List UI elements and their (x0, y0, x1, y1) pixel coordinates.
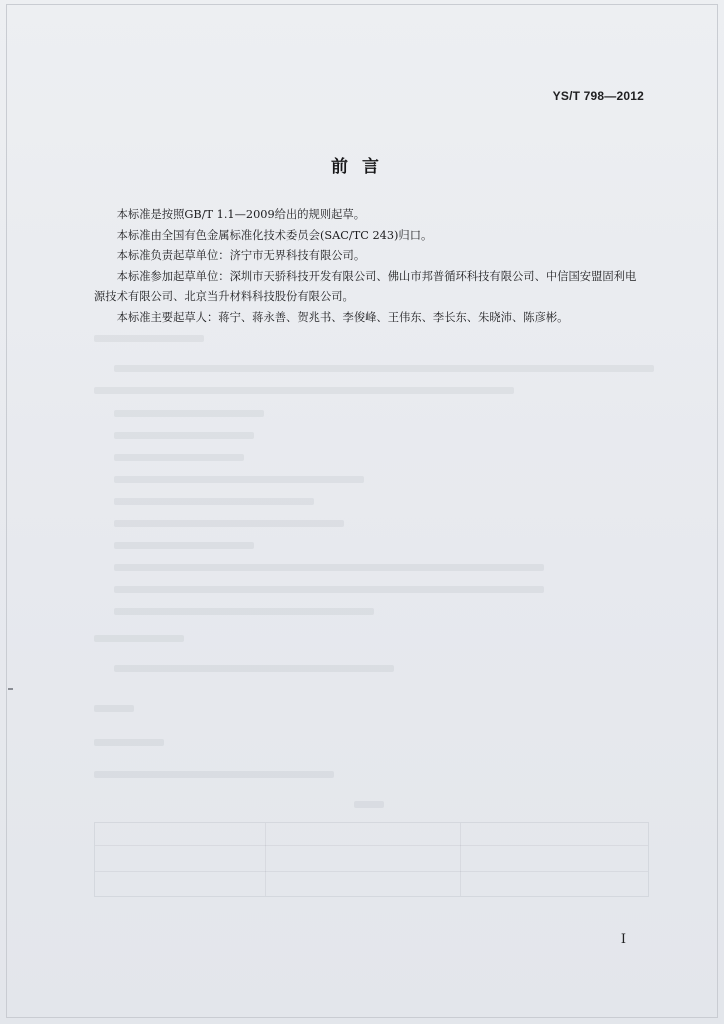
foreword-heading: 前言 (331, 157, 393, 177)
binding-mark (8, 688, 13, 690)
standard-number: YS/T 798—2012 (552, 89, 644, 103)
foreword-paragraph: 本标准负责起草单位：济宁市无界科技有限公司。 (116, 249, 366, 263)
foreword-paragraph: 本标准主要起草人：蒋宁、蒋永善、贺兆书、李俊峰、王伟东、李长东、朱晓沛、陈彦彬。 (116, 310, 569, 324)
bleed-through-shadow (94, 335, 654, 915)
foreword-paragraph: 本标准参加起草单位：深圳市天骄科技开发有限公司、佛山市邦普循环科技有限公司、中信国安盟固利电源技术有限公司、北京当升材料科技股份有限公司。 (94, 269, 637, 304)
foreword-paragraph: 本标准是按照GB/T 1.1—2009给出的规则起草。 (116, 208, 366, 221)
page-number: I (620, 932, 626, 947)
foreword-body (94, 205, 646, 329)
foreword-paragraph: 本标准由全国有色金属标准化技术委员会(SAC/TC 243)归口。 (116, 228, 433, 242)
